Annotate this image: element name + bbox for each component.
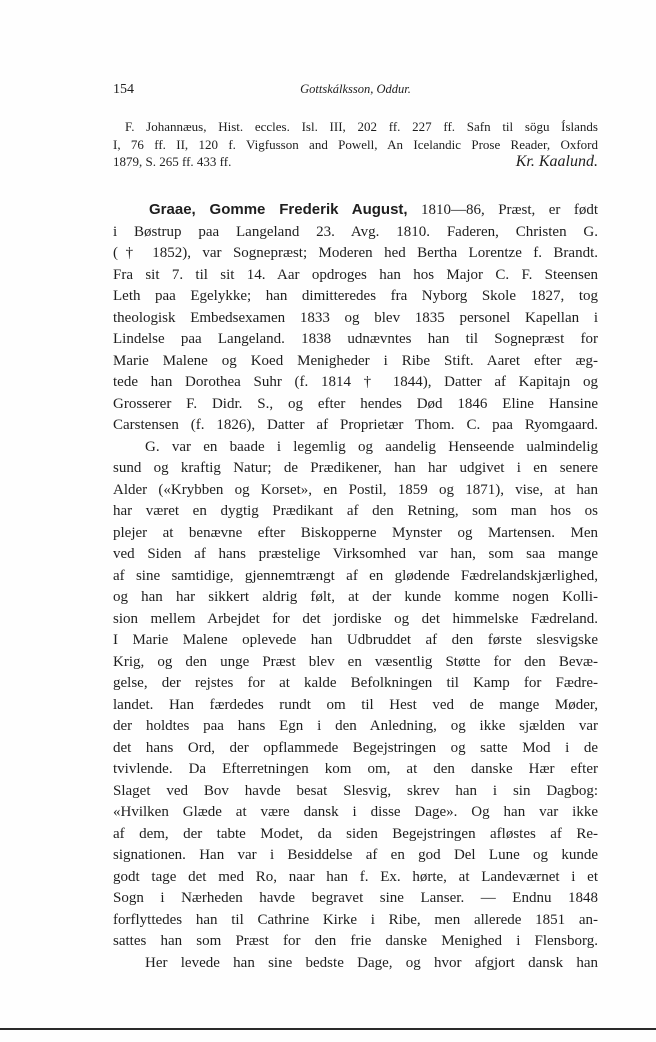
page-bottom-edge xyxy=(0,1028,656,1030)
running-head: Gottskálksson, Oddur. xyxy=(300,82,411,96)
text-line: Grosserer F. Didr. S., og efter hendes Død 1846 Eline Hansine xyxy=(113,395,598,412)
text-line: gelse, der rejstes for at kalde Befolkningen til Kamp for Fædre- xyxy=(113,675,598,691)
text-line: tvivlende. Da Efterretningen kom om, at den danske Hær efter xyxy=(113,761,598,777)
text-line: sion mellem Arbejdet for det jordiske og det himmelske Fædreland. xyxy=(113,610,598,627)
text-line: der holdtes paa hans Egn i den Anledning, og ikke sjælden var xyxy=(113,718,598,734)
text-line: Leth paa Egelykke; han dimitteredes fra Nyborg Skole 1827, tog xyxy=(113,288,598,304)
text-line: signationen. Han var i Besiddelse af en god Del Lune og kunde xyxy=(113,847,598,863)
first-line-rest: 1810—86, Præst, er født xyxy=(421,202,598,218)
text-line: har været en dygtig Prædikant af den Retning, som man hos os xyxy=(113,503,598,519)
author-signature: Kr. Kaalund. xyxy=(515,153,598,170)
text-line: plejer at benævne efter Biskopperne Mynster og Martensen. Men xyxy=(113,524,598,541)
article-body xyxy=(113,199,598,974)
text-line: Carstensen (f. 1826), Datter af Proprietær Thom. C. paa Ryomgaard. xyxy=(113,417,598,433)
references-block xyxy=(113,118,598,171)
text-line: af sine samtidige, gjennemtrængt af en glødende Fædrelandskjærlighed, xyxy=(113,567,598,584)
text-line: († 1852), var Sognepræst; Moderen hed Bertha Lorentze f. Brandt. xyxy=(113,245,598,261)
text-line: landet. Han færdedes rundt om til Hest ved de mange Møder, xyxy=(113,696,598,713)
text-line: Marie Malene og Koed Menigheder i Ribe Stift. Aaret efter æg- xyxy=(113,352,598,369)
text-line: forflyttedes han til Cathrine Kirke i Ribe, men allerede 1851 an- xyxy=(113,911,598,928)
reference-line: F. Johannæus, Hist. eccles. Isl. III, 202 ff. 227 ff. Safn til sögu Íslands xyxy=(125,119,598,134)
text-line: Alder («Krybben og Korset», en Postil, 1859 og 1871), vise, at han xyxy=(113,481,598,498)
article-headword: Graae, Gomme Frederik August, xyxy=(149,201,408,218)
text-line: ved Siden af hans præstelige Virksomhed var han, som saa mange xyxy=(113,546,598,562)
text-line: Slaget ved Bov havde besat Slesvig, skrev han i sin Dagbog: xyxy=(113,782,598,799)
reference-line-text: 1879, S. 265 ff. 433 ff. xyxy=(113,154,232,169)
text-line: sund og kraftig Natur; de Prædikener, han har udgivet i en senere xyxy=(113,460,598,476)
page-header xyxy=(113,82,598,102)
text-line: theologisk Embedsexamen 1833 og blev 1835 personel Kapellan i xyxy=(113,309,598,326)
reference-line: I, 76 ff. II, 120 f. Vigfusson and Powell, An Icelandic Prose Reader, Oxford xyxy=(113,136,598,152)
article-first-line xyxy=(113,199,598,222)
page-number: 154 xyxy=(113,82,134,97)
text-line: tede han Dorothea Suhr (f. 1814 † 1844), Datter af Kapitajn og xyxy=(113,374,598,390)
text-line: det hans Ord, der opflammede Begejstringen og satte Mod i de xyxy=(113,739,598,756)
text-line: Krig, og den unge Præst blev en væsentlig Støtte for den Bevæ- xyxy=(113,653,598,670)
text-line: og han har sikkert aldrig følt, at der kunde komme nogen Kolli- xyxy=(113,589,598,605)
text-line: Lindelse paa Langeland. 1838 udnævntes han til Sognepræst for xyxy=(113,331,598,347)
text-line: Sogn i Nærheden havde begravet sine Lanser. — Endnu 1848 xyxy=(113,890,598,906)
text-line: sattes han som Præst for den frie danske Menighed i Flensborg. xyxy=(113,933,598,949)
reference-line xyxy=(113,153,598,171)
text-line: «Hvilken Glæde at være dansk i disse Dage». Og han var ikke xyxy=(113,804,598,820)
text-line: Her levede han sine bedste Dage, og hvor afgjort dansk han xyxy=(145,954,598,971)
text-line: G. var en baade i legemlig og aandelig Henseende ualmindelig xyxy=(145,438,598,455)
text-line: af dem, der tabte Modet, da siden Begejstringen afløstes af Re- xyxy=(113,825,598,842)
text-line: I Marie Malene oplevede han Udbruddet af den første slesvigske xyxy=(113,632,598,648)
text-line: Fra sit 7. til sit 14. Aar opdroges han hos Major C. F. Steensen xyxy=(113,266,598,283)
text-line: godt tage det med Ro, naar han f. Ex. hørte, at Landeværnet i et xyxy=(113,868,598,885)
text-line: i Bøstrup paa Langeland 23. Avg. 1810. Faderen, Christen G. xyxy=(113,223,598,240)
